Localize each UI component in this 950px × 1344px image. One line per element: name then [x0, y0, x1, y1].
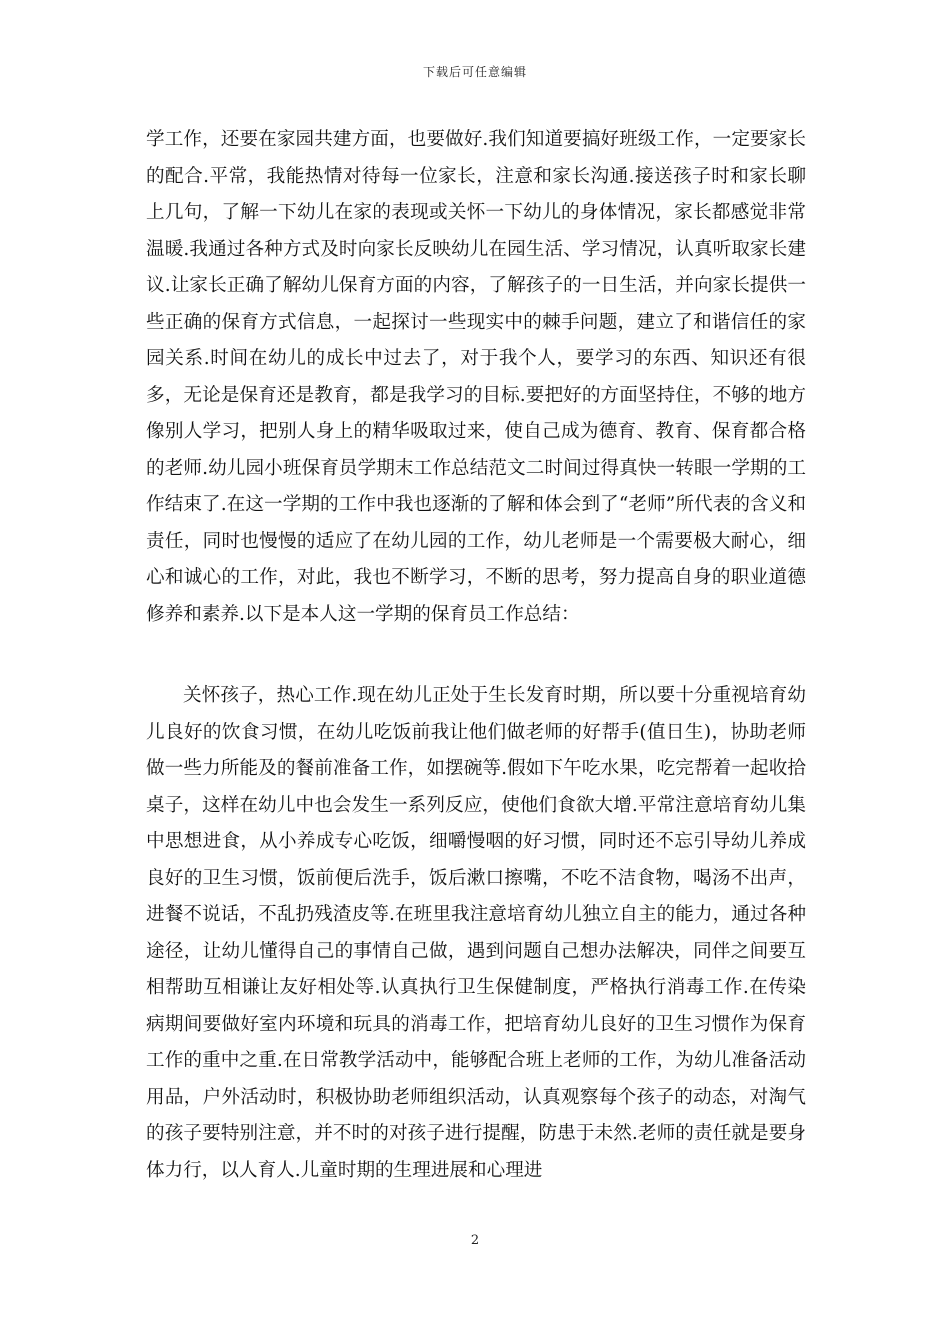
page-header: 下载后可任意编辑 [422, 65, 527, 79]
body-paragraph-2: 关怀孩子，热心工作.现在幼儿正处于生长发育时期，所以要十分重视培育幼儿良好的饮食习惯，在幼儿吃饭前我让他们做老师的好帮手(值日生)，协助老师做一些力所能及的餐前准备工作，如摆碗等.假如下午吃水果，吃完帮着一起收拾桌子，这样在幼儿中也会发生一系列反应，使他们食欲大增.平常注意培育幼儿集中思想进食，从小养成专心吃饭，细嚼慢咽的好习惯，同时还不忘引导幼儿养成良好的卫生习惯，饭前便后洗手，饭后漱口擦嘴，不吃不洁食物，喝汤不出声，进餐不说话，不乱扔残渣皮等.在班里我注意培育幼儿独立自主的能力，通过各种途径，让幼儿懂得自己的事情自己做，遇到问题自己想办法解决，同伴之间要互相帮助互相谦让友好相处等.认真执行卫生保健制度，严格执行消毒工作.在传染病期间要做好室内环境和玩具的消毒工作，把培育幼儿良好的卫生习惯作为保育工作的重中之重.在日常教学活动中，能够配合班上老师的工作，为幼儿准备活动用品，户外活动时，积极协助老师组织活动，认真观察每个孩子的动态，对淘气的孩子要特别注意，并不时的对孩子进行提醒，防患于未然.老师的责任就是要身体力行，以人育人.儿童时期的生理进展和心理进 [146, 685, 806, 1181]
page-number: 2 [470, 1233, 480, 1248]
body-paragraph-1: 学工作，还要在家园共建方面，也要做好.我们知道要搞好班级工作，一定要家长的配合.平常，我能热情对待每一位家长，注意和家长沟通.接送孩子时和家长聊上几句，了解一下幼儿在家的表现或关怀一下幼儿的身体情况，家长都感觉非常温暖.我通过各种方式及时向家长反映幼儿在园生活、学习情况，认真听取家长建议.让家长正确了解幼儿保育方面的内容，了解孩子的一日生活，并向家长提供一些正确的保育方式信息，一起探讨一些现实中的棘手问题，建立了和谐信任的家园关系.时间在幼儿的成长中过去了，对于我个人，要学习的东西、知识还有很多，无论是保育还是教育，都是我学习的目标.要把好的方面坚持住，不够的地方像别人学习，把别人身上的精华吸取过来，使自己成为德育、教育、保育都合格的老师.幼儿园小班保育员学期末工作总结范文二时间过得真快一转眼一学期的工作结束了.在这一学期的工作中我也逐渐的了解和体会到了“老师”所代表的含义和责任，同时也慢慢的适应了在幼儿园的工作，幼儿老师是一个需要极大耐心，细心和诚心的工作，对此，我也不断学习，不断的思考，努力提高自身的职业道德修养和素养.以下是本人这一学期的保育员工作总结： [146, 129, 806, 625]
